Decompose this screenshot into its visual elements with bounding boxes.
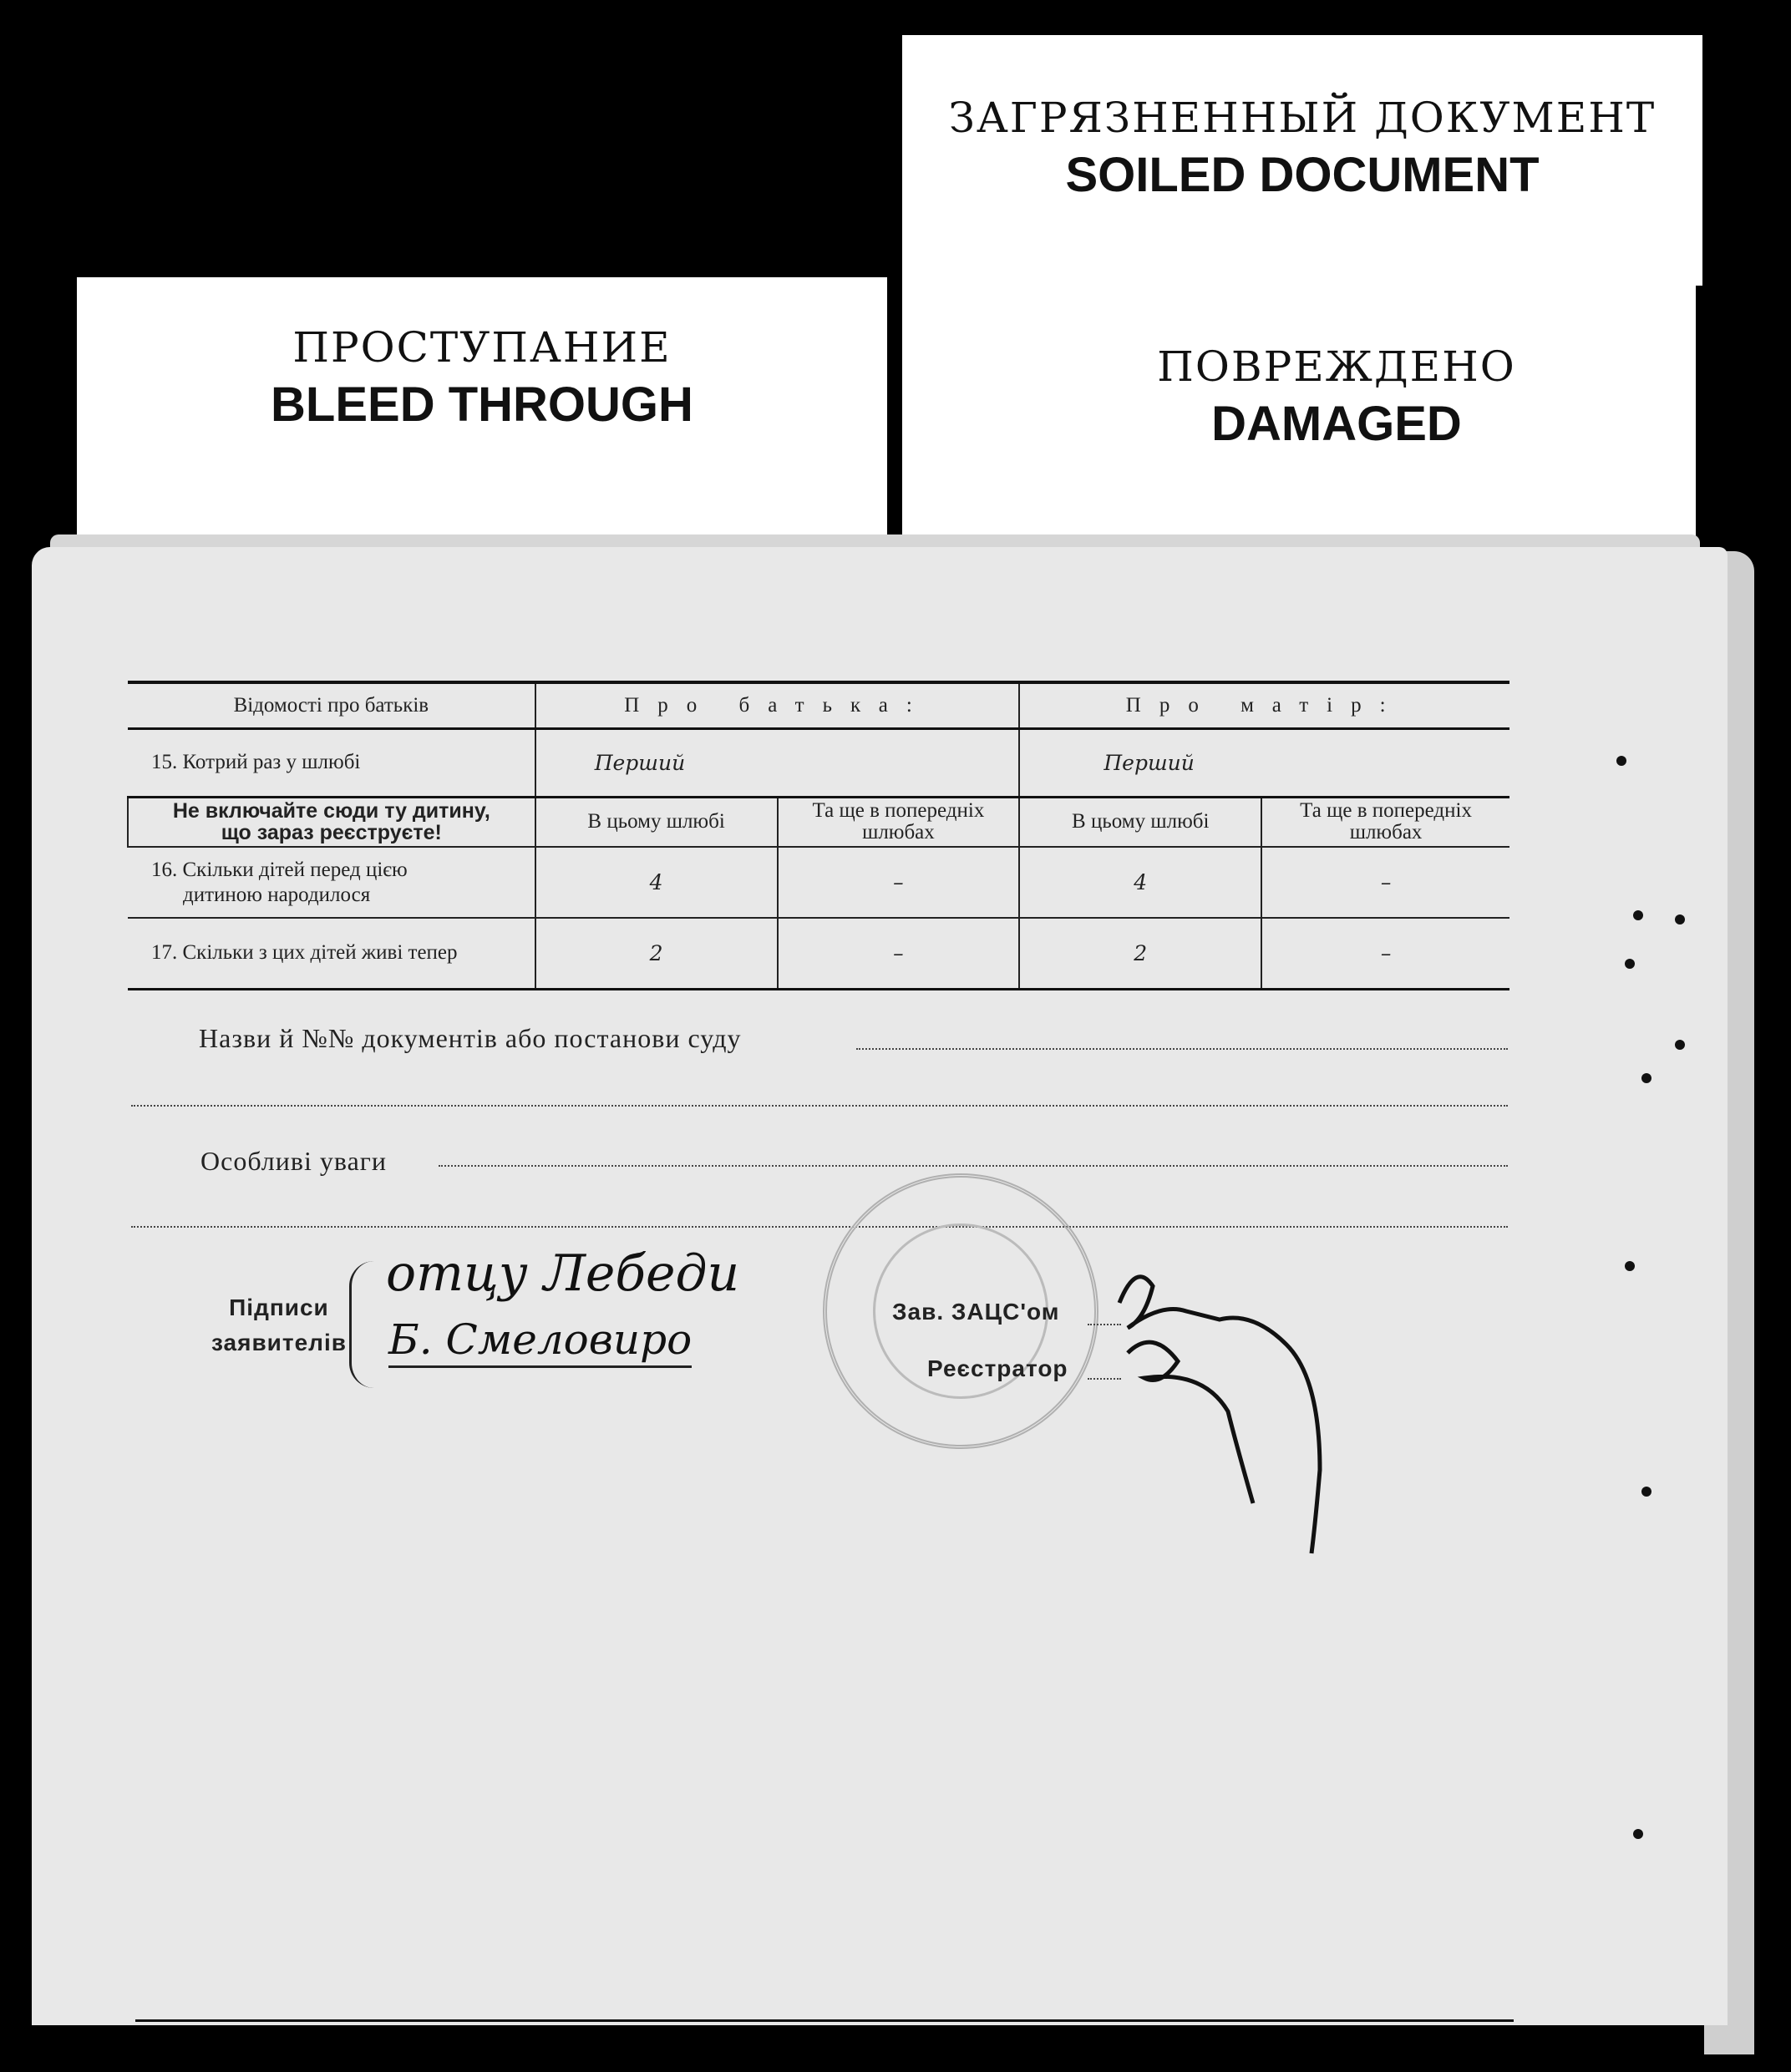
row-16-mother-current: 4 <box>1019 847 1261 918</box>
row-16-mother-prev: – <box>1261 847 1509 918</box>
header-mother: Про матір: <box>1019 682 1509 728</box>
documents-line-2 <box>131 1105 1508 1107</box>
soiled-tab-ru: ЗАГРЯЗНЕННЫЙ ДОКУМЕНТ <box>948 94 1657 142</box>
row-17-father-current: 2 <box>535 918 778 989</box>
damaged-tab-ru: ПОВРЕЖДЕНО <box>1157 342 1516 391</box>
row-16-label-line1: 16. Скільки дітей перед цією <box>151 858 408 881</box>
subheader-father-prev <box>778 797 1020 847</box>
applicants-line1: Підписи <box>229 1294 329 1320</box>
row-16 <box>128 847 1509 918</box>
binding-hole <box>1675 1040 1685 1050</box>
documents-line-1 <box>856 1048 1508 1050</box>
binding-hole <box>1641 1487 1651 1497</box>
row-17-mother-current: 2 <box>1019 918 1261 989</box>
row-16-label <box>128 847 535 918</box>
binding-hole <box>1641 1073 1651 1083</box>
soiled-document-tab <box>902 35 1702 286</box>
remarks-line-1 <box>439 1165 1508 1167</box>
signature-brace <box>349 1261 375 1388</box>
row-16-father-current: 4 <box>535 847 778 918</box>
binding-hole <box>1625 1261 1635 1271</box>
header-label: Відомості про батьків <box>128 682 535 728</box>
bleed-tab-ru: ПРОСТУПАНИЕ <box>292 323 672 372</box>
row-17 <box>128 918 1509 989</box>
row-15-father: Перший <box>535 728 1020 797</box>
subheader-warning-line1: Не включайте сюди ту дитину, <box>172 799 490 823</box>
header-father: Про батька: <box>535 682 1020 728</box>
binding-hole <box>1625 959 1635 969</box>
subheader-mother-prev-line1: Та ще в попередніх <box>1300 799 1472 823</box>
subheader-warning <box>128 797 535 847</box>
head-of-registry-label: Зав. ЗАЦС'ом <box>892 1299 1060 1325</box>
subheader-father-prev-line1: Та ще в попередніх <box>812 799 985 823</box>
soiled-tab-en: SOILED DOCUMENT <box>1065 148 1540 202</box>
subheader-father-prev-line2: шлюбах <box>862 821 935 844</box>
subheader-warning-line2: що зараз реєструєте! <box>221 821 442 845</box>
row-15-label: 15. Котрий раз у шлюбі <box>128 728 535 797</box>
bleed-through-tab <box>77 277 887 546</box>
row-15-mother: Перший <box>1019 728 1509 797</box>
applicant-signature-2: Б. Смеловиро <box>388 1315 692 1368</box>
subheader-mother-prev <box>1261 797 1509 847</box>
row-15 <box>128 728 1509 797</box>
subheader-row <box>128 797 1509 847</box>
row-16-father-prev: – <box>778 847 1020 918</box>
subheader-father-current: В цьому шлюбі <box>535 797 778 847</box>
binding-hole <box>1633 910 1643 920</box>
binding-hole <box>1633 1829 1643 1839</box>
registrar-label: Реєстратор <box>927 1355 1068 1381</box>
damaged-tab-en: DAMAGED <box>1211 397 1462 451</box>
subheader-mother-current: В цьому шлюбі <box>1019 797 1261 847</box>
bottom-rule <box>135 2019 1514 2022</box>
applicants-line2: заявителів <box>211 1330 347 1355</box>
parents-info-table <box>127 681 1509 990</box>
remarks-line-2 <box>131 1226 1508 1228</box>
binding-hole <box>1675 914 1685 925</box>
row-17-father-prev: – <box>778 918 1020 989</box>
documents-label: Назви й №№ документів або постанови суду <box>199 1023 742 1053</box>
table-header-row <box>128 682 1509 728</box>
row-17-mother-prev: – <box>1261 918 1509 989</box>
remarks-label: Особливі уваги <box>200 1146 388 1176</box>
damaged-tab <box>902 276 1696 543</box>
official-signature-mark <box>1103 1253 1370 1587</box>
row-17-label: 17. Скільки з цих дітей живі тепер <box>128 918 535 989</box>
applicants-signatures-label <box>211 1290 347 1360</box>
subheader-mother-prev-line2: шлюбах <box>1349 821 1423 844</box>
row-16-label-line2: дитиною народилося <box>183 883 371 906</box>
bleed-tab-en: BLEED THROUGH <box>271 377 693 432</box>
applicant-signature-1: отцу Лебеди <box>386 1244 740 1303</box>
binding-hole <box>1616 756 1626 766</box>
